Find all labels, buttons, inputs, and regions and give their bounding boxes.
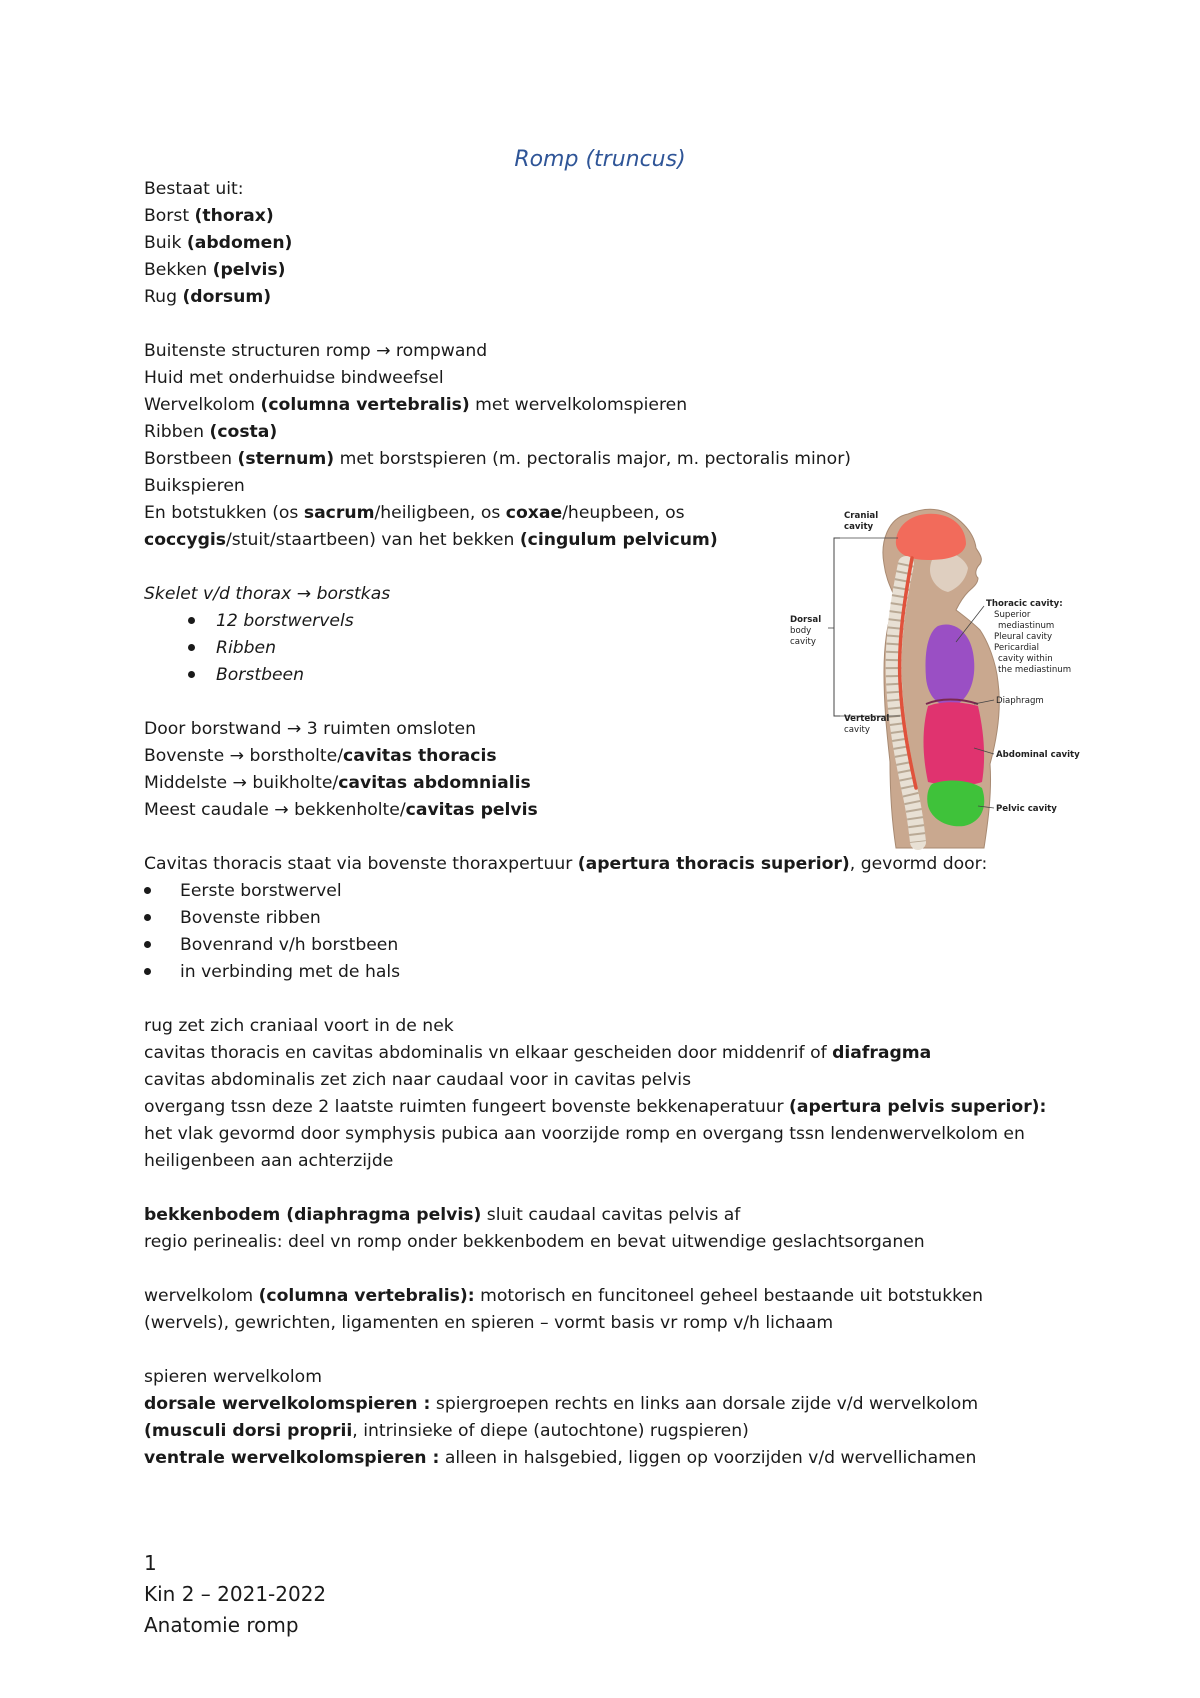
abdominal-cavity: [924, 702, 985, 786]
label-pelvic: Pelvic cavity: [996, 804, 1057, 814]
intro-part: Buik (abdomen): [144, 233, 293, 253]
footer-course: Kin 2 – 2021-2022: [144, 1582, 327, 1606]
muscles-line: (musculi dorsi proprii, intrinsieke of diepe (autochtone) rugspieren): [144, 1421, 749, 1441]
neck-line: cavitas thoracis en cavitas abdominalis vn elkaar gescheiden door middenrif of diafragma: [144, 1043, 932, 1063]
label-thoracic-1: Thoracic cavity:: [986, 599, 1063, 609]
label-thoracic-4: Pleural cavity: [994, 632, 1053, 642]
bullet-icon: [144, 914, 151, 921]
aperture-item: Eerste borstwervel: [180, 881, 342, 901]
neck-line: heiligenbeen aan achterzijde: [144, 1151, 394, 1171]
spaces-line: Middelste → buikholte/cavitas abdomnialis: [144, 773, 531, 793]
label-abdominal: Abdominal cavity: [996, 750, 1080, 760]
intro-part: Bekken (pelvis): [144, 260, 286, 280]
neck-line: rug zet zich craniaal voort in de nek: [144, 1016, 454, 1036]
muscles-line: spieren wervelkolom: [144, 1367, 322, 1387]
wall-line: Borstbeen (sternum) met borstspieren (m. pectoralis major, m. pectoralis minor): [144, 449, 851, 469]
label-thoracic-5: Pericardial: [994, 643, 1039, 653]
bullet-icon: [188, 671, 195, 678]
wall-line: Buitenste structuren romp → rompwand: [144, 341, 488, 361]
label-dorsal-3: cavity: [790, 637, 816, 647]
intro-part: Rug (dorsum): [144, 287, 272, 307]
page-number: 1: [144, 1551, 157, 1575]
spine-line: wervelkolom (columna vertebralis): motorisch en funcitoneel geheel bestaande uit botstukken: [144, 1286, 983, 1306]
label-cranial-1: Cranial: [844, 511, 879, 521]
aperture-item: Bovenste ribben: [180, 908, 321, 928]
bullet-icon: [144, 887, 151, 894]
pelvic-floor-line: regio perinealis: deel vn romp onder bekkenbodem en bevat uitwendige geslachtsorganen: [144, 1232, 925, 1252]
wall-line: Buikspieren: [144, 476, 245, 496]
neck-line: het vlak gevormd door symphysis pubica aan voorzijde romp en overgang tssn lendenwervelkolom en: [144, 1124, 1025, 1144]
bullet-icon: [188, 644, 195, 651]
wall-line: Wervelkolom (columna vertebralis) met wervelkolomspieren: [144, 395, 688, 415]
bullet-icon: [144, 968, 151, 975]
pelvic-floor-line: bekkenbodem (diaphragma pelvis) sluit caudaal cavitas pelvis af: [144, 1205, 741, 1225]
intro-heading: Bestaat uit:: [144, 179, 244, 199]
skeleton-heading: Skelet v/d thorax → borstkas: [144, 584, 391, 604]
label-thoracic-7: the mediastinum: [998, 665, 1072, 675]
label-cranial-2: cavity: [844, 522, 874, 532]
skeleton-item: Ribben: [216, 638, 277, 658]
spaces-line: Bovenste → borstholte/cavitas thoracis: [144, 746, 497, 766]
neck-line: cavitas abdominalis zet zich naar caudaal voor in cavitas pelvis: [144, 1070, 692, 1090]
skeleton-item: 12 borstwervels: [216, 611, 354, 631]
label-dorsal-1: Dorsal: [790, 615, 822, 625]
aperture-item: Bovenrand v/h borstbeen: [180, 935, 399, 955]
spaces-line: Meest caudale → bekkenholte/cavitas pelvis: [144, 800, 538, 820]
bullet-icon: [188, 617, 195, 624]
label-thoracic-2: Superior: [994, 610, 1031, 620]
intro-part: Borst (thorax): [144, 206, 274, 226]
aperture-item: in verbinding met de hals: [180, 962, 401, 982]
label-dorsal-2: body: [790, 626, 812, 636]
aperture-line: Cavitas thoracis staat via bovenste thoraxpertuur (apertura thoracis superior), gevormd door:: [144, 854, 988, 874]
label-thoracic-6: cavity within: [998, 654, 1053, 664]
page-title: Romp (truncus): [514, 147, 686, 172]
label-vertebral-1: Vertebral: [844, 714, 890, 724]
label-vertebral-2: cavity: [844, 725, 870, 735]
bullet-icon: [144, 941, 151, 948]
label-thoracic-3: mediastinum: [998, 621, 1055, 631]
label-diaphragm: Diaphragm: [996, 696, 1044, 706]
wall-line: En botstukken (os sacrum/heiligbeen, os coxae/heupbeen, os: [144, 503, 685, 523]
skeleton-item: Borstbeen: [216, 665, 305, 685]
spine-line: (wervels), gewrichten, ligamenten en spieren – vormt basis vr romp v/h lichaam: [144, 1313, 834, 1333]
neck-line: overgang tssn deze 2 laatste ruimten fungeert bovenste bekkenaperatuur (apertura pelvis superior):: [144, 1097, 1047, 1117]
body-cavities-figure: [788, 492, 1106, 852]
muscles-line: ventrale wervelkolomspieren : alleen in halsgebied, liggen op voorzijden v/d wervellichamen: [144, 1448, 977, 1468]
wall-line: coccygis/stuit/staartbeen) van het bekken (cingulum pelvicum): [144, 530, 718, 550]
muscles-line: dorsale wervelkolomspieren : spiergroepen rechts en links aan dorsale zijde v/d wervelkolom: [144, 1394, 979, 1414]
dorsal-bracket: [834, 538, 840, 716]
body-cavities-diagram: [788, 492, 1106, 852]
footer-subject: Anatomie romp: [144, 1613, 299, 1637]
spaces-line: Door borstwand → 3 ruimten omsloten: [144, 719, 476, 739]
wall-line: Ribben (costa): [144, 422, 278, 442]
wall-line: Huid met onderhuidse bindweefsel: [144, 368, 444, 388]
